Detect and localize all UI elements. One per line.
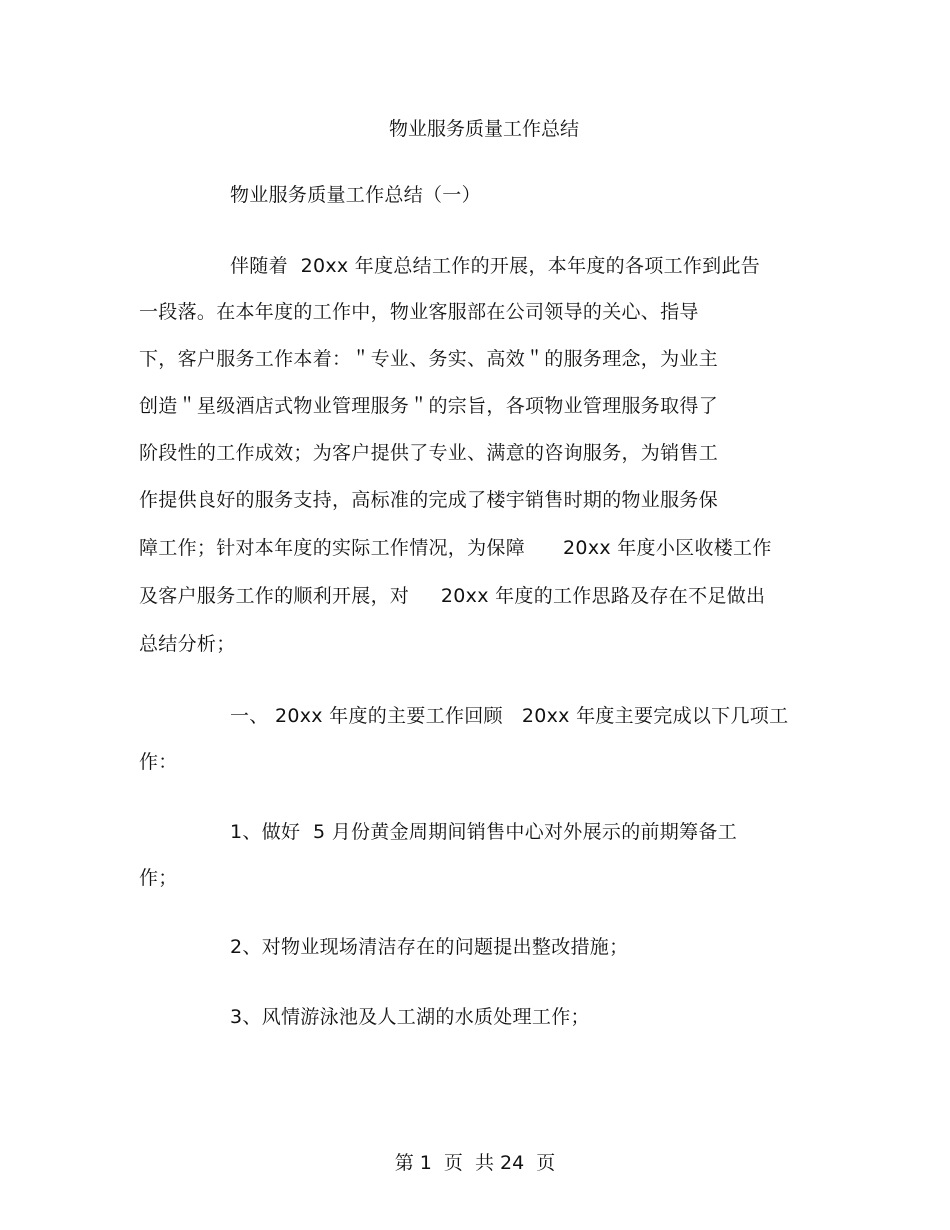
- paragraph-line: 作提供良好的服务支持，高标准的完成了楼宇销售时期的物业服务保: [139, 489, 719, 511]
- list-item-line: 作；: [139, 867, 178, 889]
- paragraph-line: 下，客户服务工作本着：＂专业、务实、高效＂的服务理念，为业主: [139, 348, 719, 370]
- list-item: 3、风情游泳池及人工湖的水质处理工作；: [230, 1006, 590, 1028]
- paragraph-line: 总结分析；: [139, 633, 236, 655]
- paragraph-line: 伴随着 20xx 年度总结工作的开展，本年度的各项工作到此告: [230, 255, 761, 277]
- paragraph-line: 障工作；针对本年度的实际工作情况，为保障 20xx 年度小区收楼工作: [139, 537, 772, 559]
- section-subtitle: 物业服务质量工作总结（一）: [230, 184, 481, 206]
- paragraph-line: 创造＂星级酒店式物业管理服务＂的宗旨，各项物业管理服务取得了: [139, 395, 719, 417]
- paragraph-line: 一段落。在本年度的工作中，物业客服部在公司领导的关心、指导: [139, 301, 699, 323]
- document-title: 物业服务质量工作总结: [388, 118, 579, 140]
- list-item-line: 1、做好 5 月份黄金周期间销售中心对外展示的前期筹备工: [230, 821, 737, 843]
- list-item: 2、对物业现场清洁存在的问题提出整改措施；: [230, 936, 629, 958]
- section-heading-line: 作：: [139, 751, 178, 773]
- paragraph-line: 阶段性的工作成效；为客户提供了专业、满意的咨询服务，为销售工: [139, 442, 719, 464]
- section-heading-line: 一、 20xx 年度的主要工作回顾 20xx 年度主要完成以下几项工: [230, 705, 789, 727]
- paragraph-line: 及客户服务工作的顺利开展，对 20xx 年度的工作思路及存在不足做出: [139, 585, 766, 607]
- page-number-footer: 第 1 页 共 24 页: [394, 1152, 556, 1174]
